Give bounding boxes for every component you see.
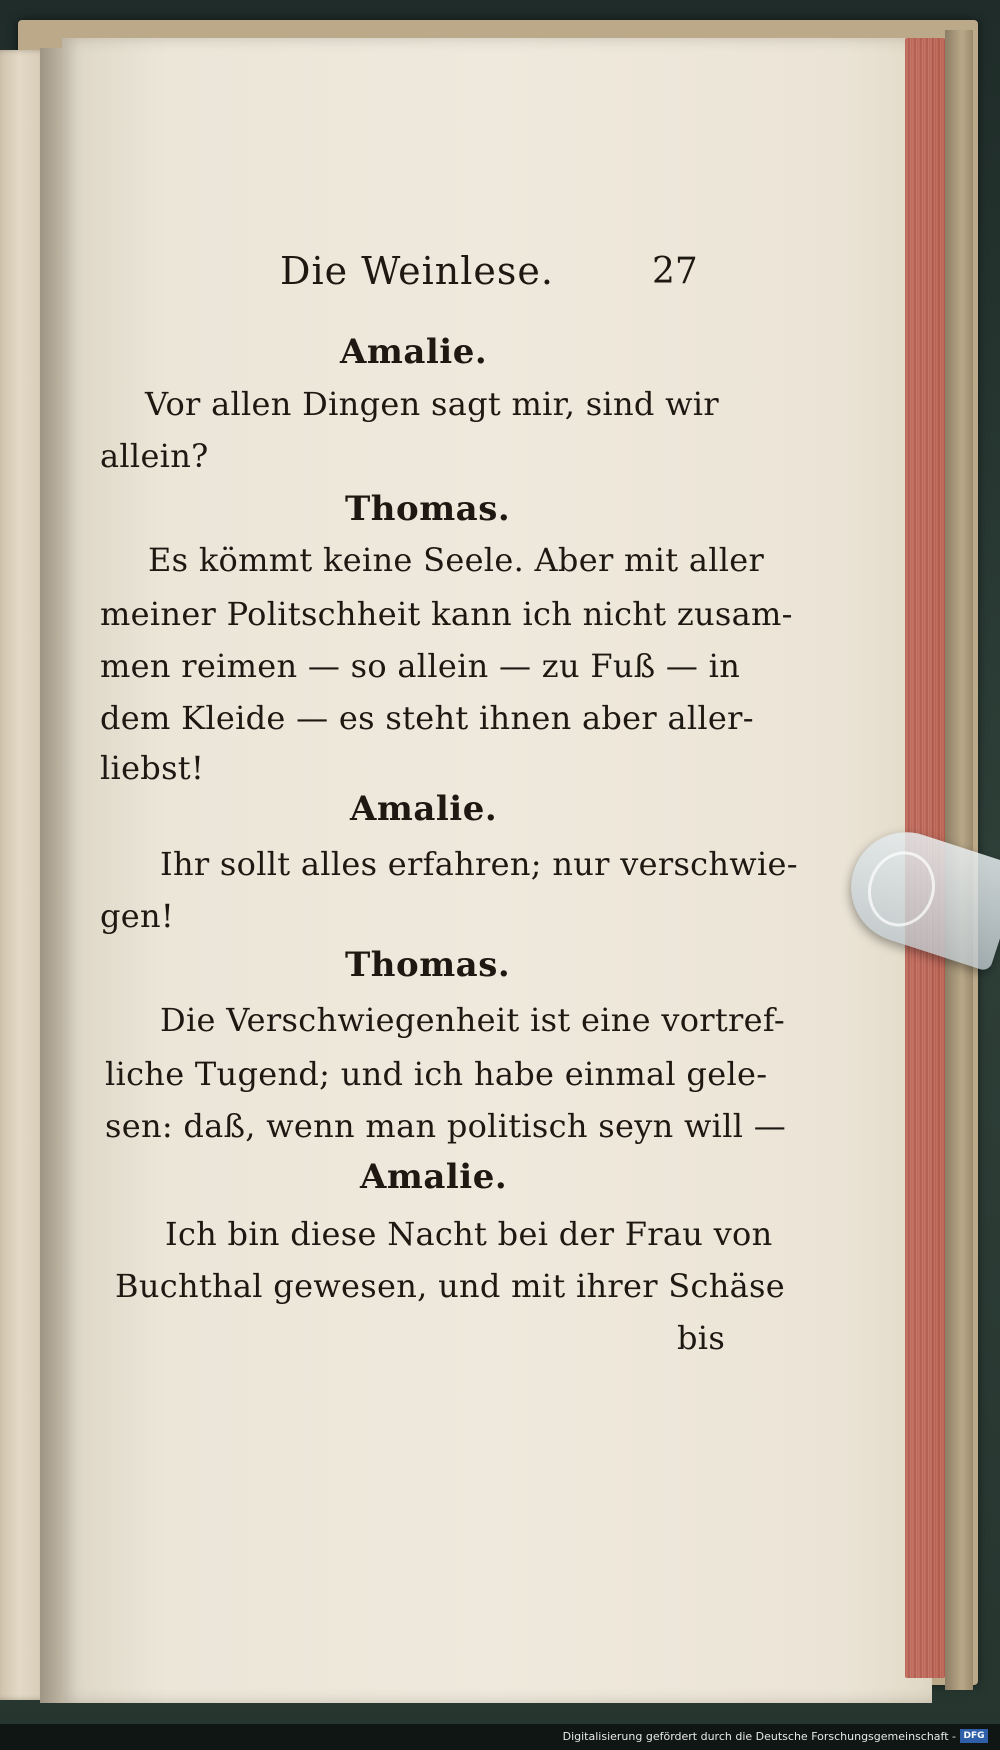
speaker-heading: Thomas. [345, 945, 511, 985]
text-line: gen! [100, 897, 175, 935]
text-line: Buchthal gewesen, und mit ihrer Schäse [115, 1267, 785, 1305]
catchword: bis [677, 1319, 726, 1357]
text-line: dem Kleide — es steht ihnen aber aller- [100, 699, 754, 737]
text-line: Die Verschwiegenheit ist eine vortref- [160, 1001, 785, 1039]
speaker-heading: Amalie. [350, 789, 498, 829]
page-number: 27 [652, 251, 698, 292]
digitization-credit: Digitalisierung gefördert durch die Deutsche Forschungsgemeinschaft - [562, 1730, 956, 1743]
speaker-heading: Amalie. [340, 332, 488, 372]
text-line: sen: daß, wenn man politisch seyn will — [105, 1107, 787, 1145]
text-line: Es kömmt keine Seele. Aber mit aller [148, 541, 765, 579]
text-line: allein? [100, 437, 209, 475]
running-head: Die Weinlese. [280, 249, 554, 293]
text-line: Ihr sollt alles erfahren; nur verschwie- [160, 845, 798, 883]
text-line: meiner Politschheit kann ich nicht zusam- [100, 595, 793, 633]
text-line: Vor allen Dingen sagt mir, sind wir [145, 385, 719, 423]
dfg-logo: DFG [960, 1729, 988, 1743]
text-line: liebst! [100, 749, 205, 787]
clip-ring [858, 843, 944, 936]
text-line: men reimen — so allein — zu Fuß — in [100, 647, 741, 685]
text-line: Ich bin diese Nacht bei der Frau von [165, 1215, 773, 1253]
speaker-heading: Thomas. [345, 489, 511, 529]
text-line: liche Tugend; und ich habe einmal gele- [105, 1055, 768, 1093]
speaker-heading: Amalie. [360, 1157, 508, 1197]
